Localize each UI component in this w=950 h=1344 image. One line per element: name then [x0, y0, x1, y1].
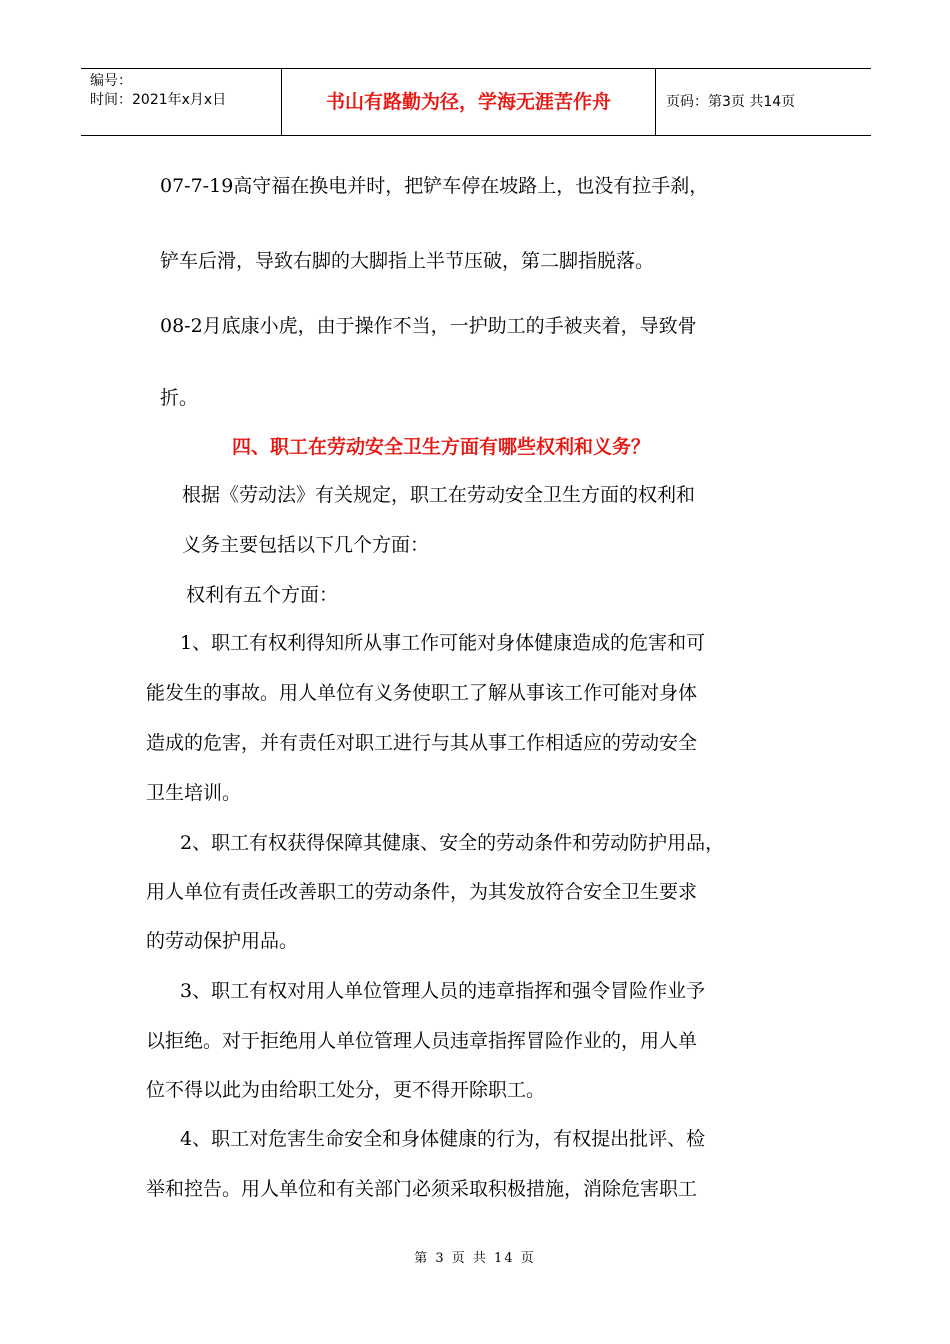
body-line: 折。 — [160, 387, 199, 409]
body-line: 位不得以此为由给职工处分，更不得开除职工。 — [146, 1079, 546, 1101]
body-line: 铲车后滑，导致右脚的大脚指上半节压破，第二脚指脱落。 — [160, 250, 655, 272]
body-line: 权利有五个方面： — [186, 584, 339, 606]
header-motto: 书山有路勤为径，学海无涯苦作舟 — [282, 69, 656, 135]
page-footer: 第 3 页 共 14 页 — [414, 1251, 536, 1266]
body-line: 08-2月底康小虎，由于操作不当，一护助工的手被夹着，导致骨 — [160, 315, 697, 337]
body-line: 用人单位有责任改善职工的劳动条件，为其发放符合安全卫生要求 — [146, 881, 698, 903]
body-line: 根据《劳动法》有关规定，职工在劳动安全卫生方面的权利和 — [182, 484, 696, 506]
body-line: 卫生培训。 — [146, 782, 242, 804]
header-date: 时间：2021年x月x日 — [90, 92, 227, 108]
body-line: 4、职工对危害生命安全和身体健康的行为，有权提出批评、检 — [180, 1128, 706, 1150]
header-meta-cell — [81, 69, 282, 135]
body-line: 能发生的事故。用人单位有义务使职工了解从事该工作可能对身体 — [146, 682, 698, 704]
body-line: 义务主要包括以下几个方面： — [182, 534, 430, 556]
header-number-label: 编号： — [90, 73, 132, 89]
header-page-info: 页码：第3页 共14页 — [666, 94, 796, 110]
body-line: 以拒绝。对于拒绝用人单位管理人员违章指挥冒险作业的，用人单 — [146, 1030, 698, 1052]
section-heading: 四、职工在劳动安全卫生方面有哪些权利和义务？ — [232, 436, 651, 458]
body-line: 的劳动保护用品。 — [146, 930, 299, 952]
body-line: 3、职工有权对用人单位管理人员的违章指挥和强令冒险作业予 — [180, 980, 706, 1002]
body-line: 1、职工有权利得知所从事工作可能对身体健康造成的危害和可 — [180, 632, 706, 654]
body-line: 造成的危害，并有责任对职工进行与其从事工作相适应的劳动安全 — [146, 732, 698, 754]
page-header — [81, 68, 871, 136]
body-line: 07-7-19高守福在换电并时，把铲车停在坡路上，也没有拉手刹， — [160, 175, 709, 197]
body-line: 举和控告。用人单位和有关部门必须采取积极措施，消除危害职工 — [146, 1178, 698, 1200]
body-line: 2、职工有权获得保障其健康、安全的劳动条件和劳动防护用品， — [180, 832, 725, 854]
